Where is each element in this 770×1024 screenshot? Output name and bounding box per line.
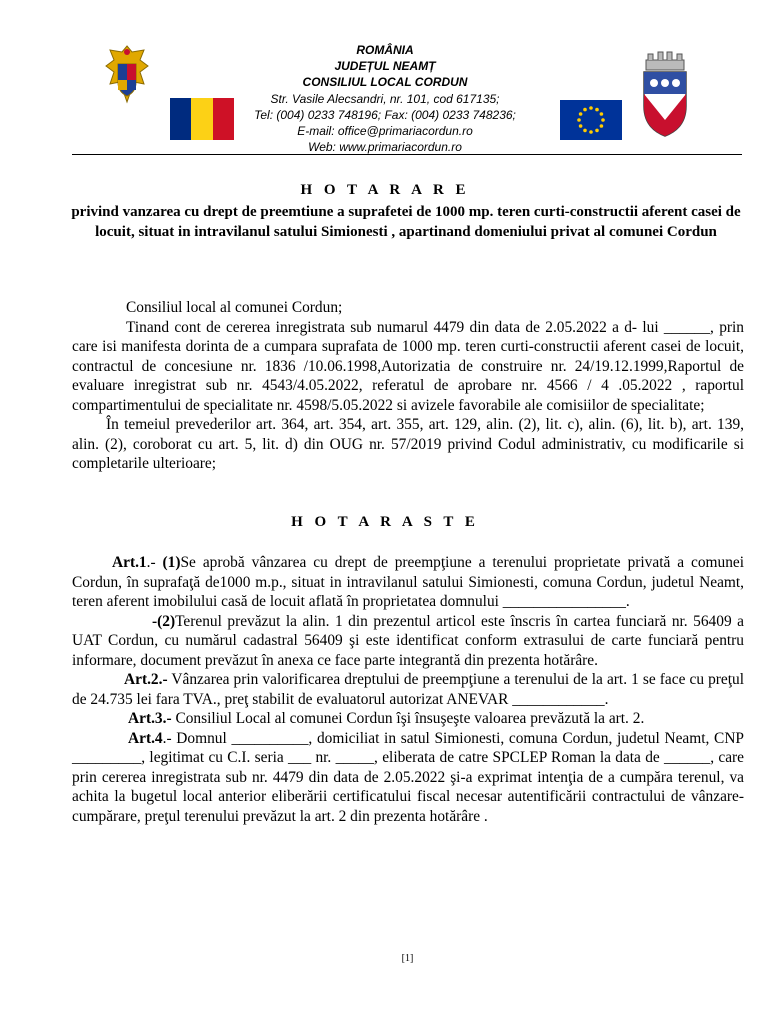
articles bbox=[72, 553, 744, 826]
article-1-paragraph-1 bbox=[72, 553, 744, 612]
article-label: Art.3.- bbox=[128, 710, 172, 727]
article-label: Art.4 bbox=[128, 729, 163, 747]
web-line: Web: www.primariacordun.ro bbox=[308, 140, 462, 155]
letterhead bbox=[0, 20, 770, 155]
romania-coat-of-arms-icon bbox=[104, 44, 150, 106]
eu-flag-icon bbox=[560, 100, 622, 140]
council-name: CONSILIUL LOCAL CORDUN bbox=[302, 75, 468, 90]
phone-line: Tel: (004) 0233 748196; Fax: (004) 0233 748236; bbox=[254, 107, 516, 122]
document-title: H O T A R A R E bbox=[300, 182, 470, 198]
article-3 bbox=[72, 709, 744, 729]
article-text: Se aprobă vânzarea cu drept de preempţiune a terenului proprietate privată a comunei Cordun, în suprafaţă de1000 m.p., situat in intravilanul satului Simionesti, comuna Cordun, judetul Neamt, teren aferent imobilului casă de locuit aflată în proprietatea domnului ________________. bbox=[72, 554, 745, 610]
article-2 bbox=[72, 670, 744, 709]
address-line: Str. Vasile Alecsandri, nr. 101, cod 617135; bbox=[270, 91, 500, 106]
preamble bbox=[72, 298, 744, 474]
article-separator: .- bbox=[146, 554, 163, 571]
email-line: E-mail: office@primariacordun.ro bbox=[297, 124, 473, 139]
article-label: Art.1 bbox=[112, 554, 147, 571]
preamble-line: Consiliul local al comunei Cordun; bbox=[126, 299, 343, 316]
institution-info bbox=[200, 42, 570, 155]
cordun-commune-crest-icon bbox=[640, 50, 690, 138]
decision-heading: H O T A R A S T E bbox=[291, 514, 479, 530]
preamble-line: În temeiul prevederilor art. 364, art. 354, art. 355, art. 129, alin. (2), lit. c), alin. (6), lit. b), art. 139, alin. (2), coroborat cu art. 5, lit. d) din OUG nr. 57/2019 privind Codul administrativ, cu modificarile si completarile ulterioare; bbox=[72, 416, 744, 472]
article-1-paragraph-2 bbox=[72, 612, 744, 671]
paragraph-number: (1) bbox=[162, 554, 181, 571]
page-number: [1] bbox=[401, 953, 414, 964]
article-text: Terenul prevăzut la alin. 1 din prezentul articol este înscris în cartea funciară nr. 56409 a UAT Cordun, cu numărul cadastral 56409 şi este identificat conform extrasului de carte funciară pentru informare, document prevăzut în anexa ce face parte integrantă din prezenta hotărâre. bbox=[72, 612, 744, 669]
article-text: Vânzarea prin valorificarea dreptului de preempţiune a terenului de la art. 1 se face cu preţul de 24.735 lei fara TVA., preţ stabilit de evaluatorul autorizat ANEVAR ____________. bbox=[72, 671, 744, 708]
paragraph-number: -(2) bbox=[152, 612, 176, 630]
header-divider bbox=[72, 154, 742, 155]
article-text: .- Domnul __________, domiciliat in satul Simionesti, comuna Cordun, judetul Neamt, CNP _________, legitimat cu C.I. seria ___ nr. _____, eliberata de catre SPCLEP Roman la data de ______, care prin cererea inregistrata sub nr. 4479 din data de 2.05.2022 şi-a exprimat intenţia de a cumpăra terenul, va achita la bugetul local anterior eliberării certificatului fiscal necesar autentificării contractului de vânzare-cumpărare, preţul terenului prevăzut la art. 2 din prezenta hotărâre . bbox=[72, 729, 744, 825]
article-label: Art.2.- bbox=[124, 671, 168, 688]
document-subtitle: privind vanzarea cu drept de preemtiune a suprafetei de 1000 mp. teren curti-constructii aferent casei de locuit, situat in intravilanul satului Simionesti , apartinand domeniului privat al comunei Cordun bbox=[71, 204, 741, 240]
county-name: JUDEȚUL NEAMȚ bbox=[334, 59, 436, 74]
article-text: Consiliul Local al comunei Cordun îşi însuşeşte valoarea prevăzută la art. 2. bbox=[171, 710, 645, 727]
flag-stripe-blue bbox=[170, 98, 191, 140]
preamble-line: Tinand cont de cererea inregistrata sub numarul 4479 din data de 2.05.2022 a d- lui ______, prin care isi manifesta dorinta de a cumpara suprafata de 1000 mp. teren curti-constructii aferent casei de locuit, contractul de concesiune nr. 1836 /10.06.1998,Autorizatia de construire nr. 24/19.12.1999,Raportul de evaluare inregistrat sub nr. 4543/4.05.2022, referatul de aprobare nr. 4566 / 4 .05.2022 , raportul compartimentului de specialitate nr. 4598/5.05.2022 si avizele favorabile ale comisiilor de specialitate; bbox=[72, 318, 744, 414]
article-4 bbox=[72, 729, 744, 827]
country-name: ROMÂNIA bbox=[356, 43, 414, 57]
